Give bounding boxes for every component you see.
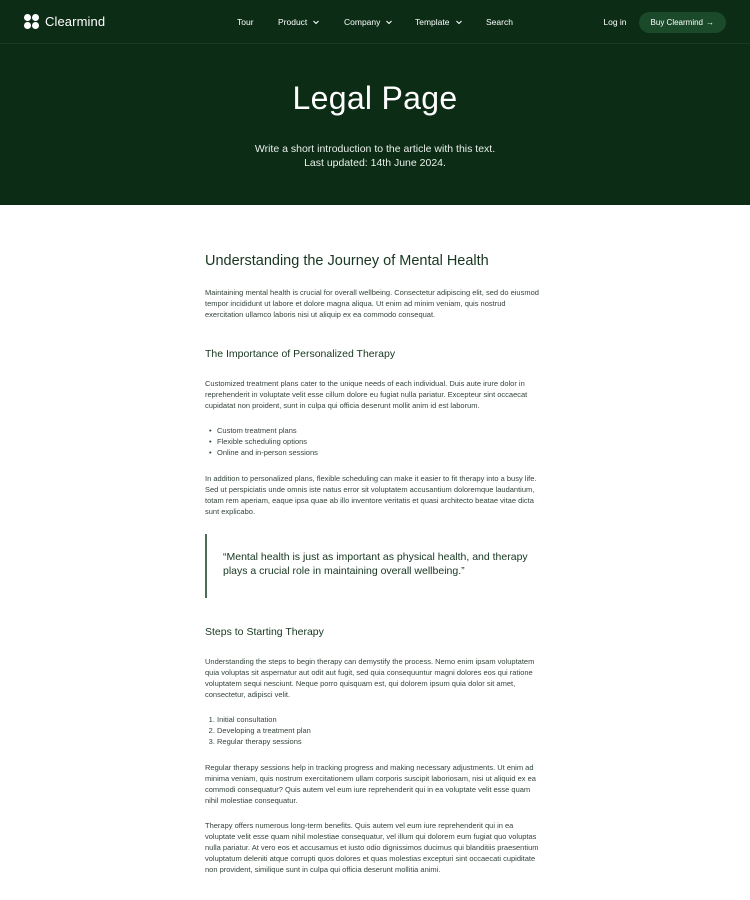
bullet-list bbox=[205, 425, 545, 458]
section-heading: The Importance of Personalized Therapy bbox=[205, 348, 396, 360]
numbered-list bbox=[205, 714, 545, 747]
list-item: 2. Developing a treatment plan bbox=[217, 725, 545, 736]
nav-link-label: Template bbox=[415, 17, 450, 27]
page-title: Legal Page bbox=[292, 80, 458, 116]
pull-quote: “Mental health is just as important as physical health, and therapy plays a crucial role in maintaining overall wellbeing.” bbox=[205, 534, 545, 598]
list-item: 3. Regular therapy sessions bbox=[217, 736, 545, 747]
list-item: 1. Initial consultation bbox=[217, 714, 545, 725]
paragraph: Maintaining mental health is crucial for overall wellbeing. Consectetur adipiscing elit, sed do eiusmod tempor incididunt ut labore et dolore magna aliqua. Ut enim ad minim veniam, quis nostrud exercitation ullamco laboris nisi ut aliquip ex ea commodo consequat. bbox=[205, 288, 539, 319]
nav-link-product[interactable] bbox=[278, 17, 320, 27]
section-heading: Steps to Starting Therapy bbox=[205, 626, 324, 638]
brand-name: Clearmind bbox=[45, 14, 106, 29]
article-title: Understanding the Journey of Mental Health bbox=[205, 253, 489, 269]
article-body bbox=[205, 205, 545, 875]
chevron-down-icon bbox=[312, 18, 320, 26]
hero-intro bbox=[0, 142, 750, 170]
login-link[interactable]: Log in bbox=[603, 17, 627, 27]
last-updated-text: Last updated: 14th June 2024. bbox=[304, 157, 446, 169]
list-item: • Custom treatment plans bbox=[217, 425, 545, 436]
brand-logo[interactable] bbox=[24, 14, 105, 29]
nav-link-company[interactable] bbox=[344, 17, 393, 27]
list-item: • Flexible scheduling options bbox=[217, 436, 545, 447]
nav-link-tour[interactable] bbox=[237, 17, 254, 27]
arrow-right-icon: → bbox=[706, 17, 714, 27]
chevron-down-icon bbox=[455, 18, 463, 26]
paragraph: Regular therapy sessions help in tracking progress and making necessary adjustments. Ut enim ad minima veniam, quis nostrum exercitationem ullam corporis suscipit laboriosam, nisi ut aliquid ex ea commodi consequatur? Quis autem vel eum iure reprehenderit qui in ea voluptate velit esse quam nihil molestiae consequatur. bbox=[205, 763, 536, 805]
hero-section bbox=[0, 0, 750, 205]
paragraph: In addition to personalized plans, flexible scheduling can make it easier to fit therapy into a busy life. Sed ut perspiciatis unde omnis iste natus error sit voluptatem accusantium doloremque laudantium, totam rem aperiam, eaque ipsa quae ab illo inventore veritatis et quasi architecto beatae vitae dicta sunt explicabo. bbox=[205, 474, 537, 516]
buy-clearmind-button[interactable] bbox=[639, 12, 726, 33]
chevron-down-icon bbox=[385, 18, 393, 26]
list-item: • Online and in-person sessions bbox=[217, 447, 545, 458]
paragraph: Therapy offers numerous long-term benefits. Quis autem vel eum iure reprehenderit qui in ea voluptate velit esse quam nihil molestiae consequatur, vel illum qui dolorem eum fugiat quo voluptas nulla pariatur. At vero eos et accusamus et iusto odio dignissimos ducimus qui blanditiis praesentium voluptatum deleniti atque corrupti quos dolores et quas molestias excepturi sint occaecati cupiditate non provident, similique sunt in culpa qui officia deserunt mollitia animi. bbox=[205, 821, 539, 874]
clearmind-logo-icon bbox=[24, 14, 39, 29]
nav-link-label: Tour bbox=[237, 17, 254, 27]
intro-text: Write a short introduction to the article with this text. bbox=[254, 143, 496, 155]
top-nav bbox=[0, 0, 750, 44]
nav-link-template[interactable] bbox=[415, 17, 463, 27]
nav-actions bbox=[603, 0, 726, 44]
buy-button-label: Buy Clearmind bbox=[650, 17, 703, 27]
nav-link-search[interactable] bbox=[486, 17, 513, 27]
nav-link-label: Company bbox=[344, 17, 381, 27]
nav-link-label: Product bbox=[278, 17, 308, 27]
nav-link-label: Search bbox=[486, 17, 513, 27]
paragraph: Customized treatment plans cater to the unique needs of each individual. Duis aute irure dolor in reprehenderit in voluptate velit esse cillum dolore eu fugiat nulla pariatur. Excepteur sint occaecat cupidatat non proident, sunt in culpa qui officia deserunt mollit anim id est laborum. bbox=[205, 379, 528, 410]
paragraph: Understanding the steps to begin therapy can demystify the process. Nemo enim ipsam voluptatem quia voluptas sit aspernatur aut odit aut fugit, sed quia consequuntur magni dolores eos qui ratione voluptatem sequi nesciunt. Neque porro quisquam est, qui dolorem ipsum quia dolor sit amet, consectetur, adipisci velit. bbox=[205, 657, 535, 699]
